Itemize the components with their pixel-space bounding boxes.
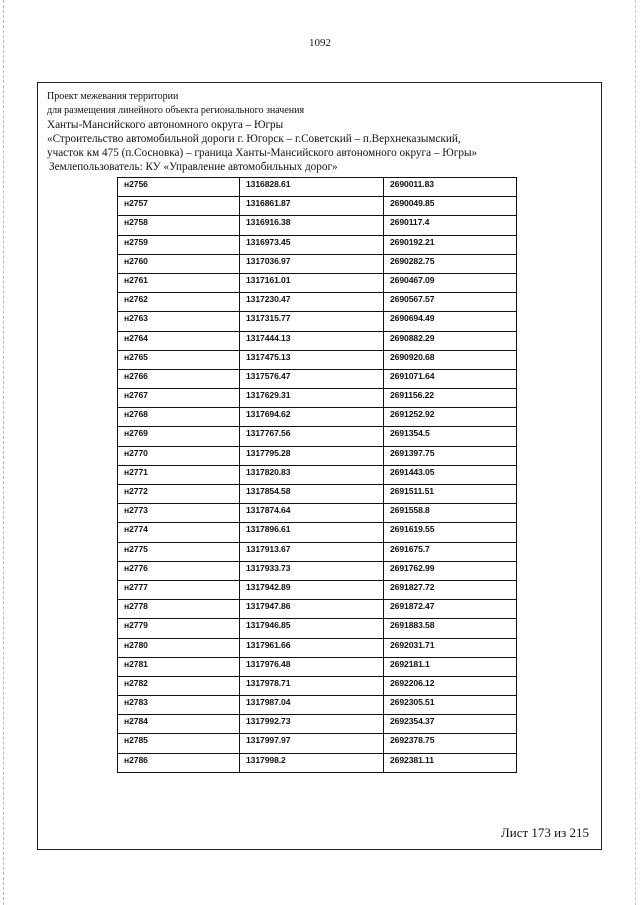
y-coordinate-cell: 2691827.72 [384,580,517,599]
point-id-cell: н2761 [118,273,240,292]
y-coordinate-cell: 2692305.51 [384,696,517,715]
table-row [118,600,517,619]
x-coordinate-cell: 1317161.01 [240,273,384,292]
point-id-cell: н2785 [118,734,240,753]
y-coordinate-cell: 2691883.58 [384,619,517,638]
land-user-line: Землепользователь: КУ «Управление автомобильных дорог» [49,161,338,173]
table-row [118,273,517,292]
y-coordinate-cell: 2691071.64 [384,369,517,388]
point-id-cell: н2760 [118,254,240,273]
y-coordinate-cell: 2690049.85 [384,197,517,216]
x-coordinate-cell: 1317036.97 [240,254,384,273]
y-coordinate-cell: 2691619.55 [384,523,517,542]
x-coordinate-cell: 1317998.2 [240,753,384,772]
x-coordinate-cell: 1316916.38 [240,216,384,235]
y-coordinate-cell: 2691511.51 [384,485,517,504]
table-row [118,331,517,350]
table-row [118,312,517,331]
table-row [118,197,517,216]
coordinates-table [117,177,517,773]
y-coordinate-cell: 2690567.57 [384,293,517,312]
x-coordinate-cell: 1317933.73 [240,561,384,580]
point-id-cell: н2759 [118,235,240,254]
y-coordinate-cell: 2691443.05 [384,465,517,484]
point-id-cell: н2772 [118,485,240,504]
x-coordinate-cell: 1317976.48 [240,657,384,676]
point-id-cell: н2770 [118,446,240,465]
header-line: Ханты-Мансийского автономного округа – Югры [47,119,284,131]
header-line: «Строительство автомобильной дороги г. Югорск – г.Советский – п.Верхнеказымский, [47,133,461,145]
x-coordinate-cell: 1317874.64 [240,504,384,523]
table-row [118,389,517,408]
point-id-cell: н2756 [118,178,240,197]
table-row [118,465,517,484]
point-id-cell: н2784 [118,715,240,734]
document-frame [37,82,602,850]
point-id-cell: н2771 [118,465,240,484]
x-coordinate-cell: 1317987.04 [240,696,384,715]
y-coordinate-cell: 2690117.4 [384,216,517,235]
x-coordinate-cell: 1317767.56 [240,427,384,446]
x-coordinate-cell: 1317913.67 [240,542,384,561]
x-coordinate-cell: 1317942.89 [240,580,384,599]
y-coordinate-cell: 2691762.99 [384,561,517,580]
sheet-info: Лист 173 из 215 [500,825,589,840]
y-coordinate-cell: 2691397.75 [384,446,517,465]
point-id-cell: н2783 [118,696,240,715]
table-row [118,350,517,369]
table-row [118,369,517,388]
x-coordinate-cell: 1317315.77 [240,312,384,331]
project-header [47,90,592,174]
point-id-cell: н2781 [118,657,240,676]
table-row [118,504,517,523]
point-id-cell: н2762 [118,293,240,312]
y-coordinate-cell: 2692206.12 [384,676,517,695]
point-id-cell: н2765 [118,350,240,369]
x-coordinate-cell: 1317475.13 [240,350,384,369]
point-id-cell: н2768 [118,408,240,427]
x-coordinate-cell: 1317978.71 [240,676,384,695]
point-id-cell: н2773 [118,504,240,523]
table-row [118,485,517,504]
y-coordinate-cell: 2690882.29 [384,331,517,350]
y-coordinate-cell: 2690694.49 [384,312,517,331]
table-row [118,178,517,197]
x-coordinate-cell: 1317854.58 [240,485,384,504]
y-coordinate-cell: 2692378.75 [384,734,517,753]
x-coordinate-cell: 1316973.45 [240,235,384,254]
y-coordinate-cell: 2691354.5 [384,427,517,446]
y-coordinate-cell: 2692381.11 [384,753,517,772]
point-id-cell: н2757 [118,197,240,216]
point-id-cell: н2767 [118,389,240,408]
table-row [118,619,517,638]
x-coordinate-cell: 1317230.47 [240,293,384,312]
table-row [118,715,517,734]
table-row [118,657,517,676]
table-row [118,676,517,695]
table-row [118,235,517,254]
y-coordinate-cell: 2690011.83 [384,178,517,197]
x-coordinate-cell: 1317629.31 [240,389,384,408]
point-id-cell: н2786 [118,753,240,772]
table-row [118,638,517,657]
y-coordinate-cell: 2692181.1 [384,657,517,676]
x-coordinate-cell: 1317992.73 [240,715,384,734]
scan-edge-left [3,0,4,905]
y-coordinate-cell: 2691675.7 [384,542,517,561]
x-coordinate-cell: 1317946.85 [240,619,384,638]
y-coordinate-cell: 2691252.92 [384,408,517,427]
table-row [118,561,517,580]
y-coordinate-cell: 2690282.75 [384,254,517,273]
y-coordinate-cell: 2690192.21 [384,235,517,254]
table-row [118,753,517,772]
x-coordinate-cell: 1316828.61 [240,178,384,197]
x-coordinate-cell: 1317795.28 [240,446,384,465]
point-id-cell: н2777 [118,580,240,599]
point-id-cell: н2763 [118,312,240,331]
scan-edge-right [635,0,636,905]
point-id-cell: н2779 [118,619,240,638]
table-row [118,542,517,561]
table-row [118,696,517,715]
page-number: 1092 [309,37,331,49]
x-coordinate-cell: 1317576.47 [240,369,384,388]
x-coordinate-cell: 1317961.66 [240,638,384,657]
y-coordinate-cell: 2690920.68 [384,350,517,369]
x-coordinate-cell: 1317896.61 [240,523,384,542]
point-id-cell: н2758 [118,216,240,235]
table-row [118,427,517,446]
table-row [118,734,517,753]
table-row [118,523,517,542]
header-line: участок км 475 (п.Сосновка) – граница Ханты-Мансийского автономного округа – Югры» [47,147,478,159]
table-row [118,216,517,235]
y-coordinate-cell: 2690467.09 [384,273,517,292]
y-coordinate-cell: 2691558.8 [384,504,517,523]
table-row [118,254,517,273]
point-id-cell: н2764 [118,331,240,350]
point-id-cell: н2769 [118,427,240,446]
table-row [118,580,517,599]
x-coordinate-cell: 1317947.86 [240,600,384,619]
x-coordinate-cell: 1317694.62 [240,408,384,427]
point-id-cell: н2766 [118,369,240,388]
point-id-cell: н2780 [118,638,240,657]
y-coordinate-cell: 2691156.22 [384,389,517,408]
y-coordinate-cell: 2691872.47 [384,600,517,619]
x-coordinate-cell: 1316861.87 [240,197,384,216]
coordinates-table-body [118,178,517,773]
point-id-cell: н2776 [118,561,240,580]
y-coordinate-cell: 2692354.37 [384,715,517,734]
table-row [118,408,517,427]
x-coordinate-cell: 1317444.13 [240,331,384,350]
table-row [118,446,517,465]
point-id-cell: н2782 [118,676,240,695]
point-id-cell: н2774 [118,523,240,542]
point-id-cell: н2778 [118,600,240,619]
x-coordinate-cell: 1317997.97 [240,734,384,753]
header-line: Проект межевания территории [47,91,179,102]
y-coordinate-cell: 2692031.71 [384,638,517,657]
header-line: для размещения линейного объекта регионального значения [47,105,305,116]
table-row [118,293,517,312]
point-id-cell: н2775 [118,542,240,561]
x-coordinate-cell: 1317820.83 [240,465,384,484]
